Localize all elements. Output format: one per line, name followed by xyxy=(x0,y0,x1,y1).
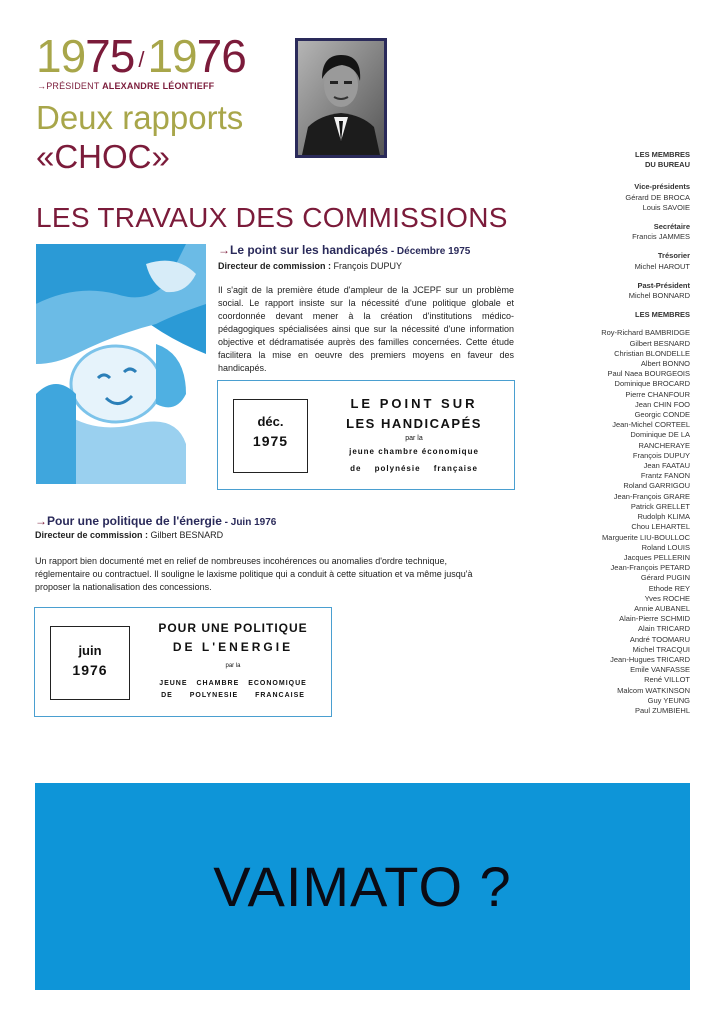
member-name: Albert BONNO xyxy=(640,359,690,369)
year-start-prefix: 19 xyxy=(36,30,86,82)
bureau-heading-line1: LES MEMBRES xyxy=(634,150,690,159)
president-line xyxy=(37,81,214,91)
report1-director-name: François DUPUY xyxy=(331,261,403,271)
report1-cover-heading-line1: LE POINT SUR xyxy=(350,396,478,411)
report2-director-label: Directeur de commission : xyxy=(35,530,149,540)
report1-cover xyxy=(217,380,515,490)
vice-presidents-label: Vice-présidents xyxy=(634,182,690,192)
portrait-illustration xyxy=(298,41,384,155)
subtitle-line1: Deux rapports xyxy=(36,99,244,136)
member-name: Roland GARRIGOU xyxy=(623,481,690,491)
report2-cover-org-line2: DE POLYNESIE FRANCAISE xyxy=(161,692,305,699)
member-name: Jean-François PETARD xyxy=(610,563,690,573)
report1-date: - Décembre 1975 xyxy=(388,246,471,257)
member-name: Alain TRICARD xyxy=(638,624,690,634)
member-name: Emile VANFASSE xyxy=(630,665,690,675)
year-end-prefix: 19 xyxy=(147,30,197,82)
vice-president-name: Gérard DE BROCA xyxy=(625,192,690,202)
bureau-heading-line2: DU BUREAU xyxy=(645,160,690,170)
member-name: Paul Naea BOURGEOIS xyxy=(607,369,690,379)
year-end-suffix: 76 xyxy=(196,30,246,82)
report1-cover-org-line2: de polynésie française xyxy=(350,464,478,473)
report2-date: - Juin 1976 xyxy=(221,517,277,528)
member-name: Christian BLONDELLE xyxy=(614,348,690,358)
member-name: Jean CHIN FOO xyxy=(634,399,690,409)
member-name: André TOOMARU xyxy=(629,634,690,644)
report1-cover-par-la: par la xyxy=(405,435,423,442)
member-name: Jean-Michel CORTEEL xyxy=(612,420,690,430)
member-name: Dominique DE LA xyxy=(630,430,690,440)
past-president-name: Michel BONNARD xyxy=(628,291,690,301)
member-name: François DUPUY xyxy=(632,450,690,460)
president-prefix: PRÉSIDENT xyxy=(46,81,100,91)
member-name: Roy-Richard BAMBRIDGE xyxy=(601,328,690,338)
report2-cover xyxy=(34,607,332,717)
report2-cover-date-year: 1976 xyxy=(72,662,108,678)
president-portrait xyxy=(295,38,387,158)
member-name: Dominique BROCARD xyxy=(614,379,690,389)
report2-body: Un rapport bien documenté met en relief de nombreuses incohérences ou anomalies d'ordre technique, réglementaire ou contractuel. Il souligne le laxisme politique qui a conduit à cette situation et va même jusqu'à proposer la nationalisation des concessions. xyxy=(35,556,473,592)
report1-director xyxy=(218,261,402,271)
member-name: Marguerite LIU-BOULLOC xyxy=(602,532,690,542)
member-name: Gilbert BESNARD xyxy=(629,338,690,348)
report1-body: Il s'agit de la première étude d'ampleur de la JCEPF sur un problème social. Le rapport insiste sur la nécessité d'une politique globale et coordonnée devant mener à la création d'institutions médico-pédagogiques spécialisées ainsi que sur la nécessité d'une information objective et dédramatisée auprès des familles concernées. Cette étude facilitera la mise en oeuvre des premiers moyens en faveur des handicapés. xyxy=(218,285,514,373)
report2-cover-par-la: par la xyxy=(225,663,241,669)
report1-title-text: Le point sur les handicapés xyxy=(230,243,389,257)
member-name: Alain-Pierre SCHMID xyxy=(619,614,690,624)
member-name: Rudolph KLIMA xyxy=(637,512,690,522)
member-name: Chou LEHARTEL xyxy=(631,522,690,532)
arrow-icon: → xyxy=(37,81,47,91)
year-start-suffix: 75 xyxy=(85,30,135,82)
report2-title-text: Pour une politique de l'énergie xyxy=(47,514,222,528)
member-name: Yves ROCHE xyxy=(644,593,690,603)
member-name: Ethode REY xyxy=(648,583,690,593)
years-heading xyxy=(36,30,246,86)
baby-photo xyxy=(36,244,206,484)
member-name: Jean-Hugues TRICARD xyxy=(610,654,690,664)
member-list xyxy=(580,328,690,716)
report2-cover-heading-line1: POUR UNE POLITIQUE xyxy=(158,621,308,635)
arrow-icon: → xyxy=(218,243,230,257)
report1-cover-date-year: 1975 xyxy=(252,433,289,449)
member-name: Gérard PUGIN xyxy=(640,573,690,583)
report2-cover-date-box xyxy=(50,626,130,700)
member-name: René VILLOT xyxy=(644,675,690,685)
member-name: Patrick GRELLET xyxy=(630,501,690,511)
arrow-icon: → xyxy=(35,514,47,528)
treasurer-label: Trésorier xyxy=(657,251,690,261)
report1-cover-org-line1: jeune chambre économique xyxy=(349,447,479,456)
member-name: Guy YEUNG xyxy=(647,695,690,705)
secretary-name: Francis JAMMES xyxy=(632,232,690,242)
report1-cover-date-month: déc. xyxy=(257,414,284,429)
subtitle-line2: «CHOC» xyxy=(36,138,170,175)
section-title: LES TRAVAUX DES COMMISSIONS xyxy=(36,202,508,233)
vaimato-banner xyxy=(35,783,690,990)
president-name: ALEXANDRE LÉONTIEFF xyxy=(102,81,215,91)
report1-title xyxy=(218,243,470,257)
past-president-label: Past-Président xyxy=(637,280,690,290)
report1-cover-heading-line2: LES HANDICAPÉS xyxy=(346,416,482,431)
report2-title xyxy=(35,514,276,528)
vice-president-name: Louis SAVOIE xyxy=(642,202,690,212)
report2-director xyxy=(35,530,223,540)
report2-director-name: Gilbert BESNARD xyxy=(148,530,224,540)
member-name: Malcom WATKINSON xyxy=(617,685,690,695)
member-name: Jean-François GRARE xyxy=(613,491,690,501)
member-name: Georgic CONDE xyxy=(634,410,690,420)
member-name: Michel TRACQUI xyxy=(632,644,690,654)
report2-cover-org-line1: JEUNE CHAMBRE ECONOMIQUE xyxy=(159,680,307,687)
year-separator: / xyxy=(138,46,144,72)
report2-cover-heading-line2: DE L'ENERGIE xyxy=(172,640,294,654)
member-name: Pierre CHANFOUR xyxy=(625,389,690,399)
member-name: Jacques PELLERIN xyxy=(623,552,690,562)
member-name: Paul ZUMBIEHL xyxy=(634,705,690,715)
secretary-label: Secrétaire xyxy=(653,222,690,232)
member-name: Annie AUBANEL xyxy=(634,603,690,613)
banner-text: VAIMATO ? xyxy=(213,855,512,918)
report2-cover-date-month: juin xyxy=(78,643,102,658)
treasurer-name: Michel HAROUT xyxy=(634,261,690,271)
member-name: Jean FAATAU xyxy=(643,461,690,471)
members-label: LES MEMBRES xyxy=(634,310,690,320)
members-column xyxy=(580,150,690,716)
member-name: Roland LOUIS xyxy=(641,542,690,552)
member-name: Frantz FANON xyxy=(640,471,690,481)
member-name: RANCHERAYE xyxy=(638,440,690,450)
report1-cover-date-box xyxy=(233,399,308,473)
report1-director-label: Directeur de commission : xyxy=(218,261,332,271)
